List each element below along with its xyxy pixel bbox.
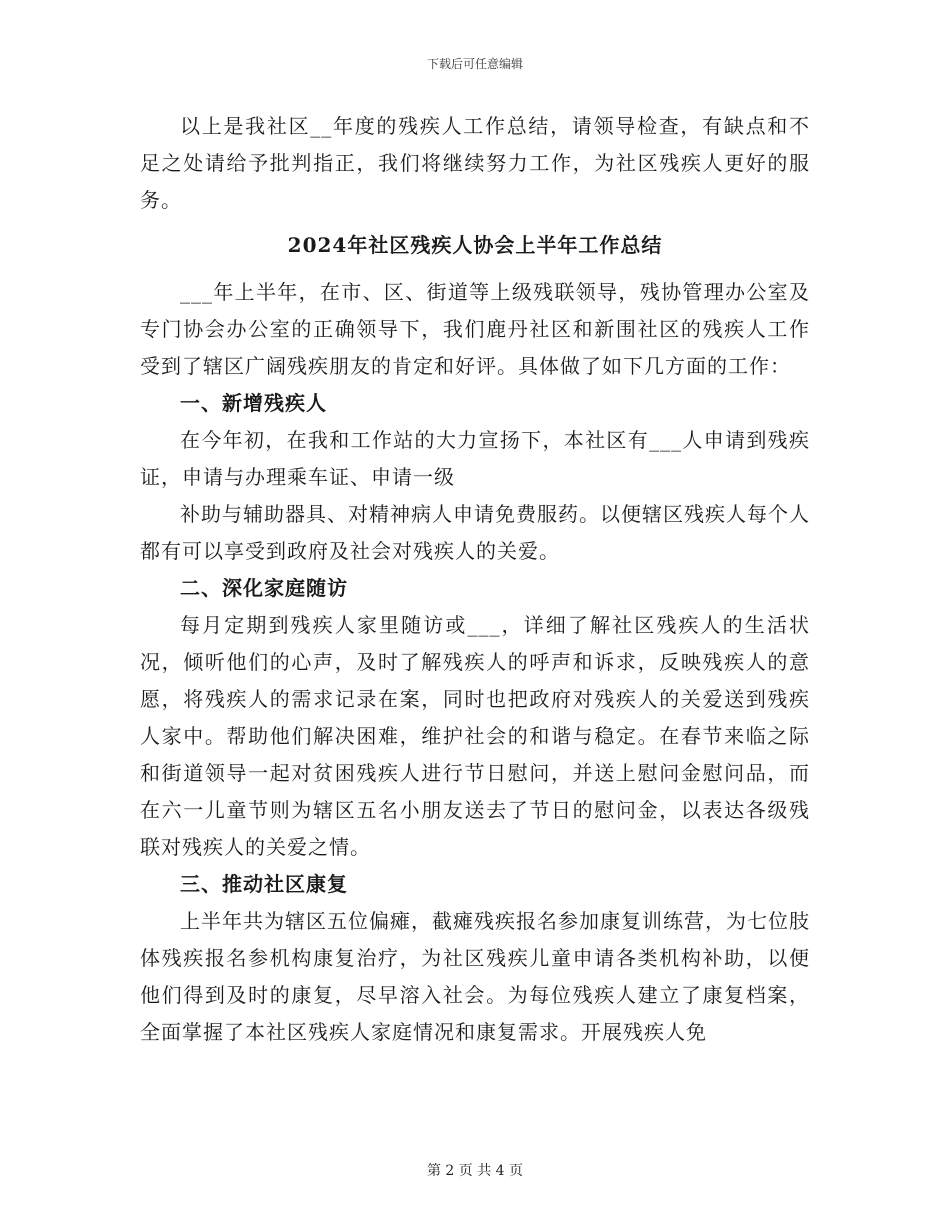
section-heading-home-visits: 二、深化家庭随访 [180,576,348,600]
page-header-note: 下载后可任意编辑 [426,57,523,71]
page-footer: 第 2 页 共 4 页 [426,1163,524,1179]
section-heading-new-disabled: 一、新增残疾人 [180,391,327,415]
section-paragraph: 每月定期到残疾人家里随访或___，详细了解社区残疾人的生活状况，倾听他们的心声，及时了解残疾人的呼声和诉求，反映残疾人的意愿，将残疾人的需求记录在案，同时也把政府对残疾人的关爱送到残疾人家中。帮助他们解决困难，维护社会的和谐与稳定。在春节来临之际和街道领导一起对贫困残疾人进行节日慰问，并送上慰问金慰问品，而在六一儿童节则为辖区五名小朋友送去了节日的慰问金，以表达各级残联对残疾人的关爱之情。 [140,613,810,859]
section-paragraph: 在今年初，在我和工作站的大力宣扬下，本社区有___人申请到残疾证，申请与办理乘车证、申请一级 [140,428,810,489]
section-paragraph: 补助与辅助器具、对精神病人申请免费服药。以便辖区残疾人每个人都有可以享受到政府及社会对残疾人的关爱。 [140,502,810,563]
document-title: 2024年社区残疾人协会上半年工作总结 [287,233,663,257]
document-body [140,108,810,1051]
opening-paragraph: ___年上半年，在市、区、街道等上级残联领导，残协管理办公室及专门协会办公室的正确领导下，我们鹿丹社区和新围社区的残疾人工作受到了辖区广阔残疾朋友的肯定和好评。具体做了如下几方面的工作： [140,280,810,378]
section-heading-rehabilitation: 三、推动社区康复 [180,872,348,896]
intro-paragraph: 以上是我社区__年度的残疾人工作总结，请领导检查，有缺点和不足之处请给予批判指正，我们将继续努力工作，为社区残疾人更好的服务。 [140,114,810,212]
section-paragraph: 上半年共为辖区五位偏瘫，截瘫残疾报名参加康复训练营，为七位肢体残疾报名参机构康复治疗，为社区残疾儿童申请各类机构补助，以便他们得到及时的康复，尽早溶入社会。为每位残疾人建立了康复档案，全面掌握了本社区残疾人家庭情况和康复需求。开展残疾人免 [140,909,810,1044]
